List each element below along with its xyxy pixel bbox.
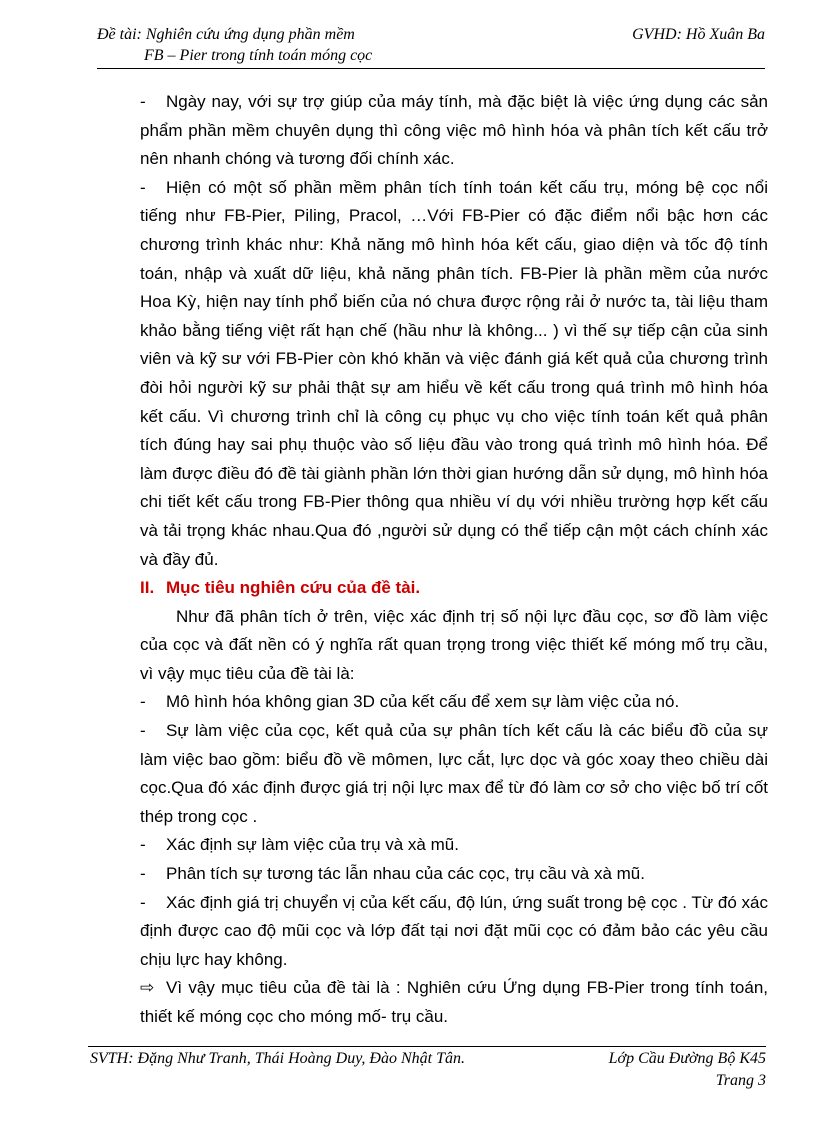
objective-item-text: Xác định giá trị chuyển vị của kết cấu, độ lún, ứng suất trong bệ cọc . Từ đó xác định được cao độ mũi cọc và lớp đất tại nơi đặt mũi cọc có đảm bảo các yêu cầu chịu lực hay không.	[140, 892, 768, 969]
footer-authors: SVTH: Đặng Như Tranh, Thái Hoàng Duy, Đào Nhật Tân.	[90, 1050, 465, 1067]
objective-item-text: Mô hình hóa không gian 3D của kết cấu để xem sự làm việc của nó.	[166, 692, 680, 712]
objective-item	[140, 688, 768, 717]
dash-bullet: -	[140, 92, 146, 111]
intro-paragraph-2	[140, 174, 768, 574]
dash-bullet: -	[140, 692, 146, 712]
objective-item-text: Sự làm việc của cọc, kết quả của sự phân tích kết cấu là các biểu đồ của sự làm việc bao gồm: biểu đồ về mômen, lực cắt, lực dọc và góc xoay theo chiều dài cọc.Qua đó xác định được giá trị nội lực max để từ đó làm cơ sở cho việc bố trí cốt thép trong cọc .	[140, 721, 768, 826]
page-number: Trang 3	[715, 1072, 766, 1089]
header-advisor: GVHD: Hồ Xuân Ba	[632, 26, 765, 43]
section-lead-paragraph: Như đã phân tích ở trên, việc xác định trị số nội lực đầu cọc, sơ đồ làm việc của cọc và đất nền có ý nghĩa rất quan trọng trong việc thiết kế móng mố trụ cầu, vì vậy mục tiêu của đề tài là:	[140, 606, 768, 683]
arrow-right-icon: ⇨	[140, 978, 155, 998]
intro-paragraph-1-text: Ngày nay, với sự trợ giúp của máy tính, mà đặc biệt là việc ứng dụng các sản phẩm phần mềm chuyên dụng thì công việc mô hình hóa và phân tích kết cấu trở nên nhanh chóng và tương đối chính xác.	[140, 92, 768, 169]
page-header	[97, 24, 765, 69]
objective-item-text: Xác định sự làm việc của trụ và xà mũ.	[166, 835, 459, 855]
section-number: II.	[140, 578, 155, 598]
page-footer	[88, 1046, 766, 1097]
objective-item-text: Phân tích sự tương tác lẫn nhau của các cọc, trụ cầu và xà mũ.	[166, 864, 645, 884]
dash-bullet: -	[140, 721, 146, 741]
intro-paragraph-1	[140, 88, 768, 174]
conclusion-paragraph	[140, 974, 768, 1031]
section-heading	[140, 574, 768, 603]
dash-bullet: -	[140, 835, 146, 855]
intro-paragraph-2-text: Hiện có một số phần mềm phân tích tính toán kết cấu trụ, móng bệ cọc nổi tiếng như FB-Pier, Piling, Pracol, …Với FB-Pier có đặc điểm nổi bậc hơn các chương trình khác như: Khả năng mô hình hóa kết cấu, giao diện và tốc độ tính toán, nhập và xuất dữ liệu, khả năng phân tích. FB-Pier là phần mềm của nước Hoa Kỳ, hiện nay tính phổ biến của nó chưa được rộng rải ở nước ta, tài liệu tham khảo bằng tiếng việt rất hạn chế (hầu như là không... ) vì thế sự tiếp cận của sinh viên và kỹ sư với FB-Pier còn khó khăn và việc đánh giá kết quả của chương trình đòi hỏi người kỹ sư phải thật sự am hiểu về kết cấu trong quá trình mô hình hóa kết cấu. Vì chương trình chỉ là công cụ phục vụ cho việc tính toán kết quả phân tích đúng hay sai phụ thuộc vào số liệu đầu vào trong quá trình mô hình hóa. Để làm được điều đó đề tài giành phần lớn thời gian hướng dẫn sử dụng, mô hình hóa chi tiết kết cấu trong FB-Pier thông qua nhiều ví dụ với nhiều trường hợp kết cấu và tải trọng khác nhau.Qua đó ,người sử dụng có thể tiếp cận một cách chính xác và đầy đủ.	[140, 177, 768, 569]
dash-bullet: -	[140, 892, 146, 912]
objective-item	[140, 717, 768, 831]
objective-item	[140, 889, 768, 975]
header-topic-line-1: Đề tài: Nghiên cứu ứng dụng phần mềm	[97, 26, 355, 43]
footer-class: Lớp Cầu Đường Bộ K45	[608, 1050, 766, 1067]
section-title: Mục tiêu nghiên cứu của đề tài.	[166, 578, 421, 598]
document-body	[140, 88, 768, 1032]
header-topic-line-2: FB – Pier trong tính toán móng cọc	[144, 47, 373, 64]
objective-item	[140, 831, 768, 860]
dash-bullet: -	[140, 864, 146, 884]
dash-bullet: -	[140, 177, 146, 197]
conclusion-text: Vì vậy mục tiêu của đề tài là : Nghiên cứu Ứng dụng FB-Pier trong tính toán, thiết kế móng cọc cho móng mố- trụ cầu.	[140, 978, 768, 1026]
objective-item	[140, 860, 768, 889]
